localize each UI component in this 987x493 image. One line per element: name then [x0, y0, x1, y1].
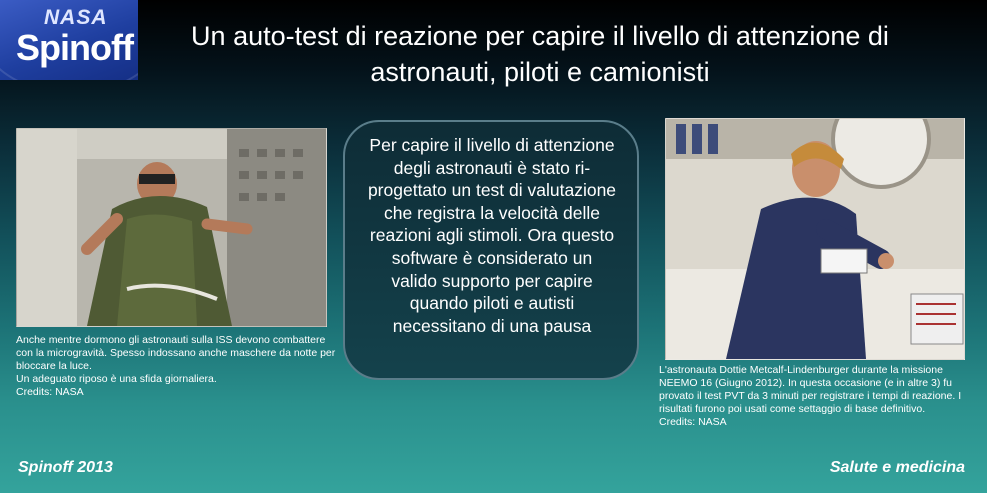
logo-spinoff-text: Spinoff: [16, 27, 133, 68]
footer-year: Spinoff 2013: [18, 459, 113, 476]
left-photo-caption: [16, 334, 336, 399]
logo-nasa-text: NASA: [44, 6, 108, 29]
left-caption-credits: Credits: NASA: [16, 386, 84, 398]
right-caption-credits: Credits: NASA: [659, 416, 727, 428]
footer-category: Salute e medicina: [829, 459, 965, 476]
left-caption-text-2: Un adeguato riposo è una sfida giornaliera.: [16, 373, 217, 385]
left-caption-text: Anche mentre dormono gli astronauti sulla ISS devono combattere con la microgravità. Spesso indossano anche maschere da notte per bloccare la luce.: [16, 334, 336, 372]
page-title: Un auto-test di reazione per capire il livello di attenzione di astronauti, piloti e camionisti: [191, 21, 889, 87]
astronaut-pvt-test-photo: [665, 118, 965, 360]
astronaut-sleeping-photo: [16, 128, 327, 327]
right-photo-caption: [659, 364, 984, 429]
callout-box: [343, 120, 639, 380]
nasa-spinoff-logo: [0, 0, 138, 80]
right-caption-text: L'astronauta Dottie Metcalf-Lindenburger durante la missione NEEMO 16 (Giugno 2012). In questa occasione (e in altre 3) fu provato il test PVT da 3 minuti per registrare i tempi di reazione. I risultati furono poi usati come settaggio di base definitivo.: [659, 364, 962, 415]
callout-text: Per capire il livello di attenzione degli astronauti è stato ri-progettato un test di valutazione che registra la velocità delle reazioni agli stimoli. Ora questo software è considerato un valido supporto per capire quando piloti e autisti necessitano di una pausa: [367, 135, 617, 336]
